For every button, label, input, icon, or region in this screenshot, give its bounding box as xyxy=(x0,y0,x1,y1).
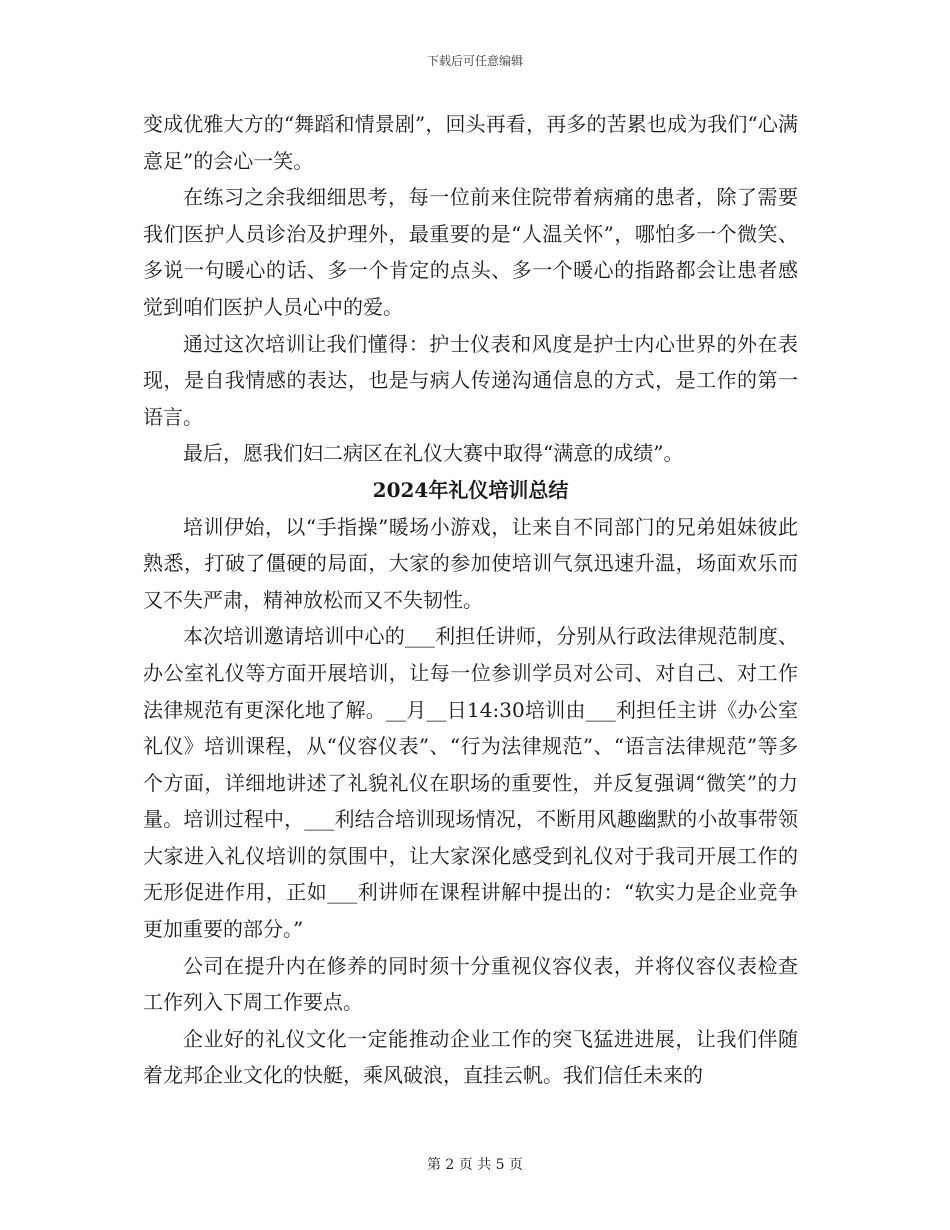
paragraph: 本次培训邀请培训中心的___利担任讲师，分别从行政法律规范制度、办公室礼仪等方面开展培训，让每一位参训学员对公司、对自己、对工作法律规范有更深化地了解。__月__日14:30培训由___利担任主讲《办公室礼仪》培训课程，从“仪容仪表”、“行为法律规范”、“语言法律规范”等多个方面，详细地讲述了礼貌礼仪在职场的重要性，并反复强调“微笑”的力量。培训过程中，___利结合培训现场情况，不断用风趣幽默的小故事带领大家进入礼仪培训的氛围中，让大家深化感受到礼仪对于我司开展工作的无形促进作用，正如___利讲师在课程讲解中提出的：“软实力是企业竞争更加重要的部分。” xyxy=(143,624,798,942)
paragraph: 培训伊始，以“手指操”暖场小游戏，让来自不同部门的兄弟姐妹彼此熟悉，打破了僵硬的局面，大家的参加使培训气氛迅速升温，场面欢乐而又不失严肃，精神放松而又不失韧性。 xyxy=(143,514,798,612)
document-body xyxy=(143,106,798,1094)
paragraph: 公司在提升内在修养的同时须十分重视仪容仪表，并将仪容仪表检查工作列入下周工作要点。 xyxy=(143,953,798,1015)
paragraph: 最后，愿我们妇二病区在礼仪大赛中取得“满意的成绩”。 xyxy=(183,441,684,466)
section-title: 2024年礼仪培训总结 xyxy=(372,477,569,502)
paragraph-continued: 变成优雅大方的“舞蹈和情景剧”，回头再看，再多的苦累也成为我们“心满意足”的会心一笑。 xyxy=(143,112,798,173)
paragraph: 企业好的礼仪文化一定能推动企业工作的突飞猛进进展，让我们伴随着龙邦企业文化的快艇，乘风破浪，直挂云帆。我们信任未来的 xyxy=(143,1026,798,1088)
paragraph: 通过这次培训让我们懂得：护士仪表和风度是护士内心世界的外在表现，是自我情感的表达，也是与病人传递沟通信息的方式，是工作的第一语言。 xyxy=(143,331,798,429)
page-number: 第 2 页 共 5 页 xyxy=(426,1157,524,1173)
page-header: 下载后可任意编辑 xyxy=(426,54,523,68)
paragraph: 在练习之余我细细思考，每一位前来住院带着病痛的患者，除了需要我们医护人员诊治及护理外，最重要的是“人温关怀”，哪怕多一个微笑、多说一句暖心的话、多一个肯定的点头、多一个暖心的指路都会让患者感觉到咱们医护人员心中的爱。 xyxy=(143,185,798,319)
